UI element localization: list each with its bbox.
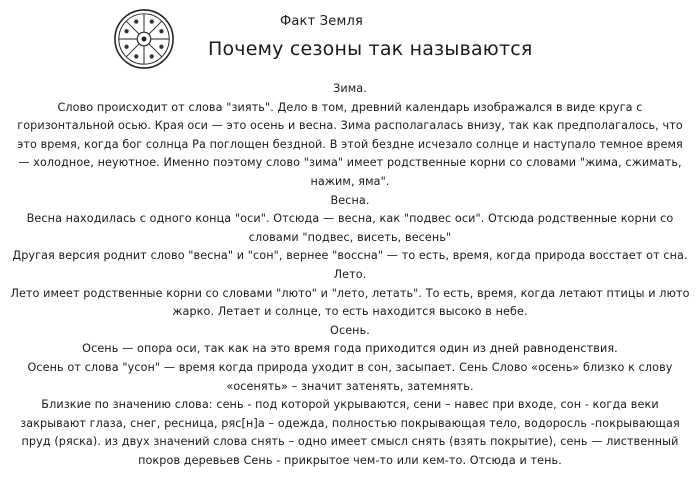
text-line: «осенять» – значит затенять, затемнять. bbox=[226, 379, 474, 393]
text-line: Другая версия роднит слово "весна" и "сон", вернее "воссна" — то есть, время, когда природа восстает от сна. bbox=[12, 249, 688, 263]
wheel-of-year-logo bbox=[113, 8, 175, 70]
text-line: Весна находилась с одного конца "оси". Отсюда — весна, как "подвес оси". Отсюда родственные корни со bbox=[26, 212, 674, 226]
section-heading-summer: Лето. bbox=[333, 267, 367, 281]
text-line: Лето имеет родственные корни со словами "лютo" и "лето, летать". То есть, время, когда летают птицы и люто bbox=[10, 286, 690, 300]
text-line: покров деревьев Сень - прикрытое чем-то или кем-то. Отсюда и тень. bbox=[138, 453, 562, 467]
text-line: нажим, яма". bbox=[310, 174, 390, 188]
text-line: Близкие по значению слова: сень - под которой укрываются, сени – навес при входе, сон - когда веки bbox=[41, 398, 659, 412]
text-line: Осень — опора оси, так как на это время года приходится один из дней равноденствия. bbox=[82, 342, 618, 356]
section-heading-spring: Весна. bbox=[330, 193, 370, 207]
article-body bbox=[8, 80, 692, 470]
text-line: Слово происходит от слова "зиять". Дело в том, древний календарь изображался в виде круга с bbox=[57, 100, 643, 114]
text-line: пруд (ряска). из двух значений слова снять – одно имеет смысл снять (взять покрытие), сень — лиственный bbox=[21, 435, 679, 449]
text-line: закрывают глаза, снег, ресница, ряс[н]а – одежда, полностью покрывающая тело, водоросль -покрывающая bbox=[20, 416, 680, 430]
topic-kicker: Факт Земля bbox=[280, 14, 363, 29]
section-heading-winter: Зима. bbox=[333, 82, 367, 95]
page-title: Почему сезоны так называются bbox=[208, 38, 533, 60]
text-line: Осень от слова "усон" — время когда природа уходит в сон, засыпает. Сень Слово «осень» близко к слову bbox=[27, 360, 673, 374]
section-heading-autumn: Осень. bbox=[330, 323, 370, 337]
text-line: словами "подвес, висеть, весень" bbox=[248, 230, 452, 244]
text-line: — холодное, неуютное. Именно поэтому слово "зима" имеет родственные корни со словами "жима, сжимать, bbox=[18, 156, 682, 170]
text-line: жарко. Летает и солнце, то есть находится высоко в небе. bbox=[172, 305, 528, 319]
text-line: это время, когда бог солнца Ра поглощен бездной. В этой бездне исчезало солнце и наступало темное время bbox=[17, 137, 683, 151]
text-line: горизонтальной осью. Края оси — это осень и весна. Зима располагалась внизу, так как предполагалось, что bbox=[17, 119, 683, 133]
